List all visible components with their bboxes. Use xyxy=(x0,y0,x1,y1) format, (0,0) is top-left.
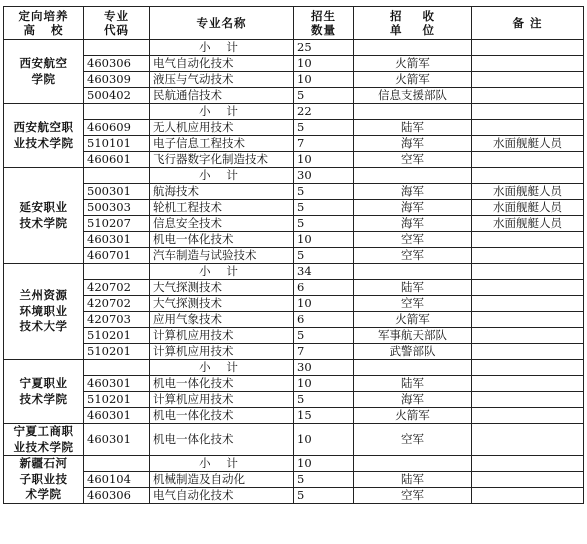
table-body xyxy=(4,40,584,504)
subtotal-unit-cell xyxy=(354,360,472,376)
subtotal-label: 小 计 xyxy=(150,456,294,472)
remark xyxy=(472,280,584,296)
enroll-count: 10 xyxy=(294,424,354,456)
remark xyxy=(472,312,584,328)
subtotal-row xyxy=(4,168,584,184)
recruiting-unit: 陆军 xyxy=(354,280,472,296)
enroll-count: 7 xyxy=(294,136,354,152)
remark xyxy=(472,248,584,264)
major-code: 460306 xyxy=(84,56,150,72)
major-code: 500301 xyxy=(84,184,150,200)
major-name: 应用气象技术 xyxy=(150,312,294,328)
major-name: 计算机应用技术 xyxy=(150,392,294,408)
subtotal-unit-cell xyxy=(354,456,472,472)
table-row xyxy=(4,344,584,360)
major-code: 510207 xyxy=(84,216,150,232)
recruiting-unit: 信息支援部队 xyxy=(354,88,472,104)
enroll-count: 7 xyxy=(294,344,354,360)
recruiting-unit: 火箭军 xyxy=(354,56,472,72)
enroll-count: 5 xyxy=(294,392,354,408)
table-row xyxy=(4,72,584,88)
major-name: 机电一体化技术 xyxy=(150,376,294,392)
major-name: 机电一体化技术 xyxy=(150,424,294,456)
subtotal-label: 小 计 xyxy=(150,168,294,184)
table-row xyxy=(4,88,584,104)
remark xyxy=(472,232,584,248)
enroll-count: 5 xyxy=(294,88,354,104)
school-name: 宁夏工商职 业技术学院 xyxy=(4,424,84,456)
recruiting-unit: 火箭军 xyxy=(354,312,472,328)
recruiting-unit: 火箭军 xyxy=(354,72,472,88)
header-school: 定向培养 高 校 xyxy=(4,7,84,40)
major-name: 飞行器数字化制造技术 xyxy=(150,152,294,168)
recruiting-unit: 海军 xyxy=(354,200,472,216)
remark xyxy=(472,376,584,392)
subtotal-label: 小 计 xyxy=(150,40,294,56)
table-row xyxy=(4,472,584,488)
enroll-count: 5 xyxy=(294,472,354,488)
enroll-count: 5 xyxy=(294,328,354,344)
enroll-count: 10 xyxy=(294,152,354,168)
major-code: 460701 xyxy=(84,248,150,264)
major-name: 电子信息工程技术 xyxy=(150,136,294,152)
major-code: 510201 xyxy=(84,392,150,408)
recruiting-unit: 军事航天部队 xyxy=(354,328,472,344)
major-code: 460301 xyxy=(84,376,150,392)
remark: 水面舰艇人员 xyxy=(472,216,584,232)
enroll-count: 5 xyxy=(294,216,354,232)
major-code: 460309 xyxy=(84,72,150,88)
header-major: 专业名称 xyxy=(150,7,294,40)
enroll-count: 5 xyxy=(294,120,354,136)
major-code: 460609 xyxy=(84,120,150,136)
major-name: 轮机工程技术 xyxy=(150,200,294,216)
school-name: 西安航空职 业技术学院 xyxy=(4,104,84,168)
major-code: 460301 xyxy=(84,408,150,424)
subtotal-count: 10 xyxy=(294,456,354,472)
recruiting-unit: 陆军 xyxy=(354,120,472,136)
table-row xyxy=(4,200,584,216)
recruiting-unit: 陆军 xyxy=(354,472,472,488)
recruiting-unit: 海军 xyxy=(354,392,472,408)
table-row xyxy=(4,120,584,136)
subtotal-row xyxy=(4,456,584,472)
major-code: 460301 xyxy=(84,232,150,248)
header-count: 招生 数量 xyxy=(294,7,354,40)
subtotal-remark-cell xyxy=(472,104,584,120)
enroll-count: 6 xyxy=(294,312,354,328)
subtotal-remark-cell xyxy=(472,264,584,280)
enrollment-table xyxy=(3,6,584,504)
major-code: 460301 xyxy=(84,424,150,456)
enroll-count: 5 xyxy=(294,248,354,264)
enroll-count: 10 xyxy=(294,232,354,248)
recruiting-unit: 空军 xyxy=(354,488,472,504)
subtotal-count: 22 xyxy=(294,104,354,120)
major-code: 460306 xyxy=(84,488,150,504)
remark xyxy=(472,408,584,424)
remark xyxy=(472,472,584,488)
subtotal-unit-cell xyxy=(354,104,472,120)
subtotal-code-cell xyxy=(84,104,150,120)
recruiting-unit: 陆军 xyxy=(354,376,472,392)
remark: 水面舰艇人员 xyxy=(472,136,584,152)
remark: 水面舰艇人员 xyxy=(472,184,584,200)
recruiting-unit: 空军 xyxy=(354,232,472,248)
subtotal-count: 25 xyxy=(294,40,354,56)
school-name: 兰州资源 环境职业 技术大学 xyxy=(4,264,84,360)
school-name: 宁夏职业 技术学院 xyxy=(4,360,84,424)
major-name: 电气自动化技术 xyxy=(150,56,294,72)
major-code: 510201 xyxy=(84,344,150,360)
subtotal-code-cell xyxy=(84,456,150,472)
table-row xyxy=(4,136,584,152)
school-name: 新疆石河 子职业技 术学院 xyxy=(4,456,84,504)
remark xyxy=(472,328,584,344)
remark xyxy=(472,120,584,136)
recruiting-unit: 空军 xyxy=(354,424,472,456)
subtotal-code-cell xyxy=(84,40,150,56)
enroll-count: 5 xyxy=(294,184,354,200)
enroll-count: 5 xyxy=(294,488,354,504)
major-name: 计算机应用技术 xyxy=(150,328,294,344)
major-code: 420703 xyxy=(84,312,150,328)
remark xyxy=(472,488,584,504)
school-name: 西安航空 学院 xyxy=(4,40,84,104)
major-code: 460104 xyxy=(84,472,150,488)
header-row xyxy=(4,7,584,40)
remark: 水面舰艇人员 xyxy=(472,200,584,216)
table-row xyxy=(4,408,584,424)
table-row xyxy=(4,280,584,296)
enroll-count: 10 xyxy=(294,376,354,392)
header-remark: 备 注 xyxy=(472,7,584,40)
table-row xyxy=(4,56,584,72)
subtotal-row xyxy=(4,104,584,120)
enroll-count: 10 xyxy=(294,296,354,312)
major-name: 机电一体化技术 xyxy=(150,408,294,424)
major-name: 汽车制造与试验技术 xyxy=(150,248,294,264)
recruiting-unit: 空军 xyxy=(354,152,472,168)
table-header xyxy=(4,7,584,40)
subtotal-label: 小 计 xyxy=(150,264,294,280)
enroll-count: 10 xyxy=(294,56,354,72)
table-row xyxy=(4,328,584,344)
major-name: 大气探测技术 xyxy=(150,296,294,312)
subtotal-unit-cell xyxy=(354,40,472,56)
subtotal-remark-cell xyxy=(472,40,584,56)
recruiting-unit: 海军 xyxy=(354,184,472,200)
table-row xyxy=(4,152,584,168)
enroll-count: 15 xyxy=(294,408,354,424)
subtotal-code-cell xyxy=(84,264,150,280)
major-name: 大气探测技术 xyxy=(150,280,294,296)
subtotal-count: 30 xyxy=(294,360,354,376)
header-code: 专业 代码 xyxy=(84,7,150,40)
subtotal-label: 小 计 xyxy=(150,104,294,120)
remark xyxy=(472,424,584,456)
subtotal-unit-cell xyxy=(354,168,472,184)
subtotal-count: 34 xyxy=(294,264,354,280)
recruiting-unit: 火箭军 xyxy=(354,408,472,424)
major-code: 420702 xyxy=(84,280,150,296)
table-row xyxy=(4,232,584,248)
remark xyxy=(472,56,584,72)
subtotal-row xyxy=(4,360,584,376)
recruiting-unit: 武警部队 xyxy=(354,344,472,360)
remark xyxy=(472,392,584,408)
school-name: 延安职业 技术学院 xyxy=(4,168,84,264)
subtotal-count: 30 xyxy=(294,168,354,184)
remark xyxy=(472,344,584,360)
table-row xyxy=(4,312,584,328)
table-row xyxy=(4,216,584,232)
major-code: 420702 xyxy=(84,296,150,312)
subtotal-row xyxy=(4,264,584,280)
subtotal-code-cell xyxy=(84,360,150,376)
table-row xyxy=(4,392,584,408)
remark xyxy=(472,88,584,104)
recruiting-unit: 海军 xyxy=(354,216,472,232)
enroll-count: 6 xyxy=(294,280,354,296)
subtotal-remark-cell xyxy=(472,168,584,184)
major-name: 液压与气动技术 xyxy=(150,72,294,88)
major-name: 航海技术 xyxy=(150,184,294,200)
subtotal-row xyxy=(4,40,584,56)
major-name: 电气自动化技术 xyxy=(150,488,294,504)
table-row xyxy=(4,376,584,392)
major-name: 机电一体化技术 xyxy=(150,232,294,248)
major-code: 500303 xyxy=(84,200,150,216)
table-row xyxy=(4,296,584,312)
subtotal-remark-cell xyxy=(472,456,584,472)
header-unit: 招 收 单 位 xyxy=(354,7,472,40)
table-row xyxy=(4,488,584,504)
enroll-count: 5 xyxy=(294,200,354,216)
table-row xyxy=(4,424,584,456)
remark xyxy=(472,72,584,88)
table-row xyxy=(4,184,584,200)
major-code: 510101 xyxy=(84,136,150,152)
major-name: 计算机应用技术 xyxy=(150,344,294,360)
subtotal-code-cell xyxy=(84,168,150,184)
table-row xyxy=(4,248,584,264)
major-code: 510201 xyxy=(84,328,150,344)
subtotal-remark-cell xyxy=(472,360,584,376)
remark xyxy=(472,296,584,312)
recruiting-unit: 空军 xyxy=(354,296,472,312)
subtotal-unit-cell xyxy=(354,264,472,280)
major-name: 机械制造及自动化 xyxy=(150,472,294,488)
recruiting-unit: 空军 xyxy=(354,248,472,264)
major-name: 民航通信技术 xyxy=(150,88,294,104)
enroll-count: 10 xyxy=(294,72,354,88)
remark xyxy=(472,152,584,168)
subtotal-label: 小 计 xyxy=(150,360,294,376)
recruiting-unit: 海军 xyxy=(354,136,472,152)
major-code: 500402 xyxy=(84,88,150,104)
major-name: 无人机应用技术 xyxy=(150,120,294,136)
major-name: 信息安全技术 xyxy=(150,216,294,232)
major-code: 460601 xyxy=(84,152,150,168)
